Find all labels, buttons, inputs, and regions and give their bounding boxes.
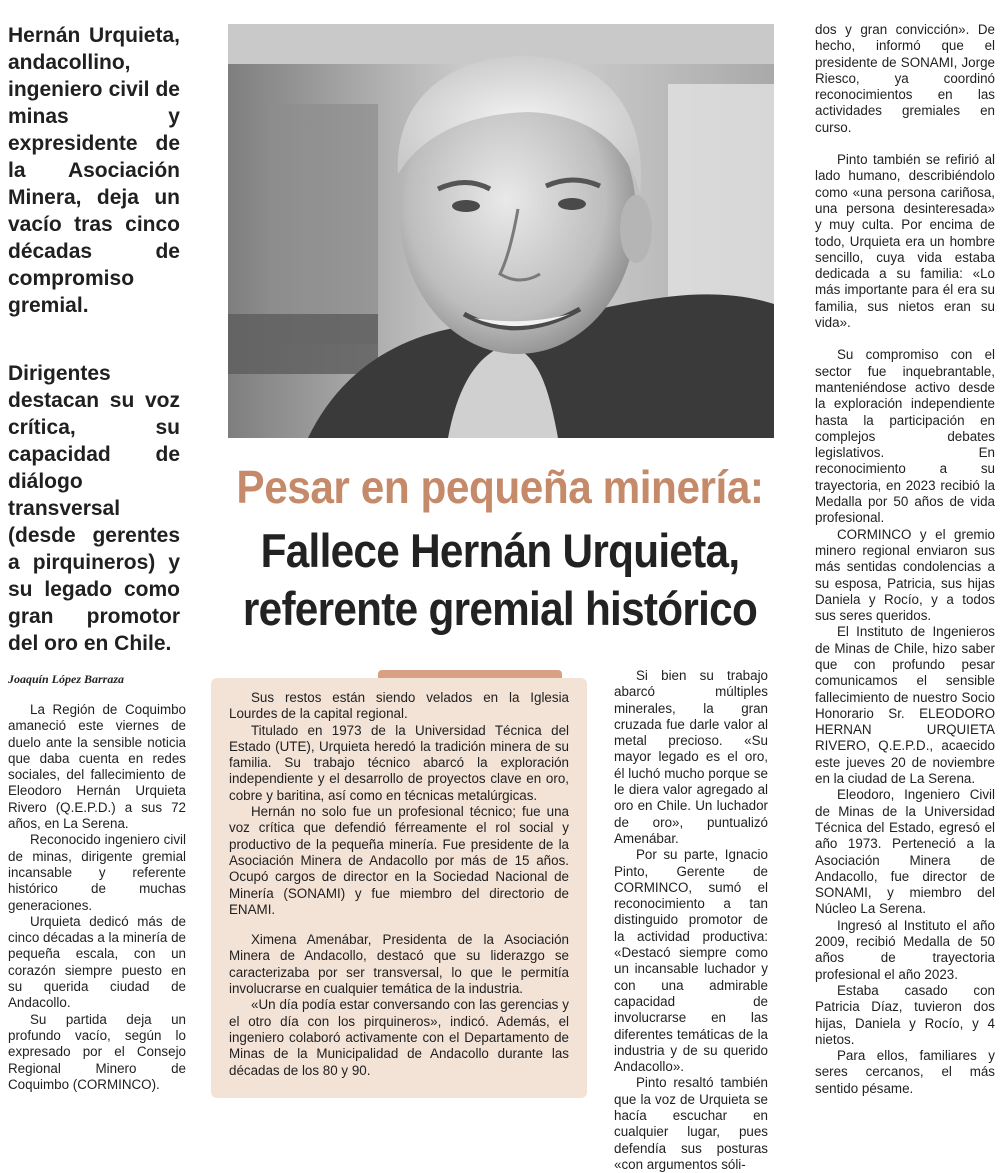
portrait-illustration bbox=[228, 24, 774, 438]
body-column-left bbox=[8, 702, 186, 1093]
paragraph: Urquieta dedicó más de cinco décadas a la minería de pequeña escala, con un corazón siempre puesto en su querida ciudad de Andacollo. bbox=[8, 913, 186, 1011]
paragraph: Por su parte, Ignacio Pinto, Gerente de CORMINCO, sumó el reconocimiento a tan distinguido promotor de la actividad productiva: «Destacó siempre como un incansable luchador y con una admirable capacidad de involucrarse en las diferentes temáticas de la industria y de su querido Andacollo». bbox=[614, 847, 768, 1075]
body-column-right bbox=[815, 22, 995, 1097]
paragraph: Si bien su trabajo abarcó múltiples minerales, la gran cruzada fue darle valor al metal precioso. «Su mayor legado es el oro, él luchó mucho porque se le diera valor agregado al oro en Chile. Un luchador de oro», puntualizó Amenábar. bbox=[614, 668, 768, 846]
paragraph: Para ellos, familiares y seres cercanos, el más sentido pésame. bbox=[815, 1048, 995, 1096]
paragraph: Ingresó al Instituto el año 2009, recibió Medalla de 50 años de trayectoria profesional el año 2023. bbox=[815, 917, 995, 982]
headline bbox=[212, 522, 788, 638]
byline: Joaquín López Barraza bbox=[8, 672, 125, 686]
paragraph: Pinto también se refirió al lado humano, describiéndolo como «una persona cariñosa, una persona desinteresada» y muy culta. Por encima de todo, Urquieta era un hombre sencillo, cuya vida estaba dedicada a su familia: «Lo más importante para él era su familia, sus nietos eran su vida». bbox=[815, 152, 995, 331]
portrait-photo bbox=[228, 24, 774, 438]
paragraph: «Un día podía estar conversando con las gerencias y el otro día con los pirquineros», indicó. Además, el ingeniero colaboró activamente con el Departamento de Minas de la Municipalidad de Andacollo durante las décadas de los 80 y 90. bbox=[229, 997, 569, 1078]
paragraph: Pinto resaltó también que la voz de Urquieta se hacía escuchar en cualquier lugar, pues defendía sus posturas «con argumentos sóli- bbox=[614, 1075, 768, 1172]
paragraph: Reconocido ingeniero civil de minas, dirigente gremial incansable y referente histórico de muchas generaciones. bbox=[8, 832, 186, 913]
deck-highlight: Dirigentes destacan su voz crítica, su capacidad de diálogo transversal (desde gerentes a pirquineros) y su legado como gran promotor del oro en Chile. bbox=[8, 362, 180, 655]
headline-line-2: referente gremial histórico bbox=[242, 582, 758, 635]
paragraph: Titulado en 1973 de la Universidad Técnica del Estado (UTE), Urquieta heredó la tradición minera de su familia. Su trabajo técnico abarcó la exploración independiente y el desarrollo de proyectos clave en oro, cobre y baritina, así como en técnicas metalúrgicas. bbox=[229, 722, 569, 803]
paragraph: CORMINCO y el gremio minero regional enviaron sus más sentidas condolencias a su esposa, Patricia, sus hijas Daniela y Rocío, y a todos sus seres queridos. bbox=[815, 526, 995, 624]
paragraph: La Región de Coquimbo amaneció este viernes de duelo ante la sensible noticia que daba cuenta en redes sociales, del fallecimiento de Eleodoro Hernán Urquieta Rivero (Q.E.P.D.) a sus 72 años, en La Serena. bbox=[8, 702, 186, 832]
paragraph: El Instituto de Ingenieros de Minas de Chile, hizo saber que con profundo pesar comunicamos el sensible fallecimiento de nuestro Socio Honorario Sr. ELEODORO HERNAN URQUIETA RIVERO, Q.E.P.D., acaecido este jueves 20 de noviembre en la ciudad de La Serena. bbox=[815, 624, 995, 787]
paragraph: Hernán no solo fue un profesional técnico; fue una voz crítica que defendió férreamente el rol social y productivo de la pequeña minería. Fue presidente de la Asociación Minera de Andacollo por más de 15 años. Ocupó cargos de director en la Sociedad Nacional de Minería (SONAMI) y fue miembro del directorio de ENAMI. bbox=[229, 804, 569, 917]
paragraph: Estaba casado con Patricia Díaz, tuvieron dos hijas, Daniela y Rocío, y 4 nietos. bbox=[815, 982, 995, 1047]
deck-intro: Hernán Urquieta, andacollino, ingeniero civil de minas y expresidente de la Asociación Minera, deja un vacío tras cinco décadas de compromiso gremial. bbox=[8, 24, 180, 317]
body-column-middle bbox=[614, 668, 768, 1173]
paragraph: Eleodoro, Ingeniero Civil de Minas de la Universidad Técnica del Estado, egresó el año 1973. Perteneció a la Asociación Minera de Andacollo, fue director de SONAMI, y miembro del Núcleo La Serena. bbox=[815, 787, 995, 917]
paragraph: Ximena Amenábar, Presidenta de la Asociación Minera de Andacollo, destacó que su liderazgo se caracterizaba por ser transversal, lo que le permitía involucrarse en cualquier temática de la industria. bbox=[229, 932, 569, 997]
paragraph: dos y gran convicción». De hecho, informó que el presidente de SONAMI, Jorge Riesco, ya coordinó reconocimientos en las actividades gremiales en curso. bbox=[815, 22, 995, 135]
headline-kicker: Pesar en pequeña minería: bbox=[236, 461, 764, 513]
headline-line-1: Fallece Hernán Urquieta, bbox=[260, 524, 740, 577]
box-text bbox=[229, 690, 569, 1079]
paragraph: Sus restos están siendo velados en la Iglesia Lourdes de la capital regional. bbox=[229, 690, 569, 722]
paragraph: Su partida deja un profundo vacío, según lo expresado por el Consejo Regional Minero de Coquimbo (CORMINCO). bbox=[8, 1011, 186, 1092]
paragraph: Su compromiso con el sector fue inquebrantable, manteniéndose activo desde la exploración independiente hasta la participación en complejos debates legislativos. En reconocimiento a su trayectoria, en 2023 recibió la Medalla por 50 años de vida profesional. bbox=[815, 347, 995, 526]
highlight-box bbox=[211, 678, 587, 1098]
